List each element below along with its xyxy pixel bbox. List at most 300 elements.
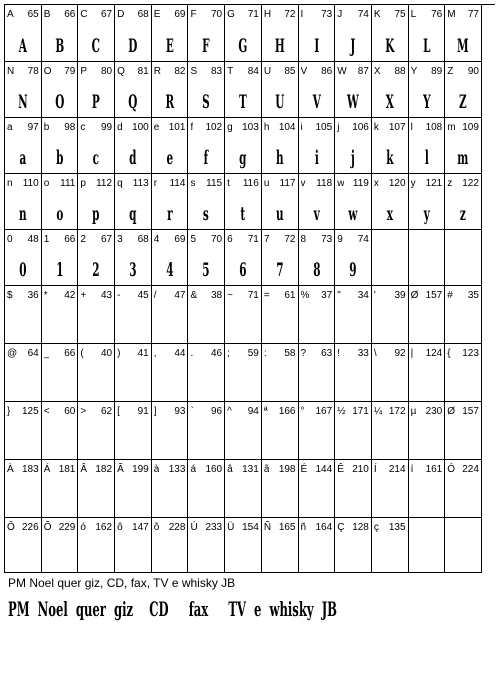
cell-glyph: b — [55, 147, 64, 169]
cell-character: c — [80, 122, 86, 133]
cell-code: 64 — [27, 348, 39, 359]
cell-header — [190, 463, 222, 477]
cell-character: + — [80, 290, 87, 301]
cell-glyph: j — [351, 147, 355, 169]
cell-code: 166 — [278, 406, 296, 417]
glyph-cell — [225, 118, 262, 174]
cell-glyph: c — [93, 147, 100, 169]
cell-character: í — [410, 464, 414, 475]
cell-character: \ — [373, 348, 377, 359]
cell-header — [7, 463, 39, 477]
cell-header — [301, 233, 333, 247]
cell-character: @ — [7, 348, 18, 359]
cell-character: H — [263, 9, 272, 20]
glyph-cell — [115, 286, 152, 344]
cell-character: S — [190, 66, 198, 77]
cell-header — [411, 8, 443, 22]
cell-glyph: d — [129, 147, 137, 169]
cell-header — [264, 289, 296, 303]
cell-code: 230 — [425, 406, 443, 417]
glyph-cell — [225, 5, 262, 62]
glyph-cell — [115, 518, 152, 573]
glyph-cell — [372, 344, 409, 402]
cell-character: 9 — [337, 234, 343, 245]
glyph-cell — [372, 230, 409, 286]
cell-glyph: m — [457, 147, 469, 169]
cell-code: 117 — [279, 178, 296, 189]
cell-glyph: S — [202, 91, 211, 113]
cell-header — [7, 233, 39, 247]
cell-header — [411, 233, 443, 247]
glyph-cell — [5, 174, 42, 230]
cell-code: 76 — [431, 9, 443, 20]
glyph-cell — [5, 460, 42, 518]
glyph-cell — [372, 518, 409, 573]
cell-code: 74 — [357, 234, 369, 245]
cell-glyph: k — [386, 147, 394, 169]
cell-character: Á — [43, 464, 51, 475]
cell-code: 109 — [462, 122, 479, 133]
cell-header — [117, 405, 149, 419]
cell-code: 116 — [242, 178, 259, 189]
cell-character: ) — [117, 348, 121, 359]
cell-character: = — [263, 290, 270, 301]
cell-header — [264, 8, 296, 22]
cell-header — [227, 8, 259, 22]
cell-code: 105 — [315, 122, 333, 133]
cell-code: 165 — [278, 522, 296, 533]
glyph-cell — [225, 344, 262, 402]
cell-code: 83 — [211, 66, 223, 77]
cell-header — [447, 463, 479, 477]
glyph-cell — [335, 62, 372, 118]
cell-header — [80, 233, 112, 247]
cell-character: µ — [410, 406, 417, 417]
cell-code: 39 — [394, 290, 406, 301]
glyph-cell — [372, 402, 409, 460]
cell-code: 106 — [352, 122, 369, 133]
cell-header — [227, 463, 259, 477]
cell-header — [337, 121, 369, 135]
cell-character: 0 — [7, 234, 13, 245]
cell-character: u — [263, 178, 270, 189]
glyph-cell — [152, 174, 189, 230]
cell-character: O — [43, 66, 52, 77]
cell-header — [411, 347, 443, 361]
cell-character: U — [263, 66, 272, 77]
cell-header — [80, 177, 112, 191]
cell-character: . — [190, 348, 194, 359]
glyph-cell — [152, 230, 189, 286]
cell-header — [80, 405, 112, 419]
glyph-cell — [299, 344, 336, 402]
cell-code: 73 — [321, 9, 333, 20]
cell-code: 228 — [168, 522, 186, 533]
cell-code: 107 — [388, 122, 406, 133]
cell-code: 33 — [357, 348, 369, 359]
cell-header — [447, 289, 479, 303]
cell-header — [190, 347, 222, 361]
glyph-cell — [445, 460, 482, 518]
cell-header — [337, 289, 369, 303]
cell-character: L — [410, 9, 417, 20]
glyph-cell — [299, 62, 336, 118]
cell-code: 40 — [100, 348, 113, 359]
glyph-cell — [262, 286, 299, 344]
cell-character: p — [80, 178, 86, 189]
glyph-cell — [42, 344, 79, 402]
glyph-cell — [299, 5, 336, 62]
glyph-cell — [5, 518, 42, 573]
cell-header — [190, 405, 222, 419]
cell-code: 167 — [315, 406, 333, 417]
cell-glyph: o — [56, 203, 64, 225]
glyph-cell — [445, 62, 482, 118]
cell-header — [337, 405, 369, 419]
cell-header — [154, 521, 186, 535]
cell-character: & — [190, 290, 198, 301]
cell-header — [374, 8, 406, 22]
character-map-grid — [4, 4, 495, 573]
cell-header — [411, 463, 443, 477]
glyph-cell — [188, 5, 225, 62]
cell-header — [447, 8, 479, 22]
cell-code: 210 — [352, 464, 369, 475]
cell-header — [264, 233, 296, 247]
cell-code: 124 — [425, 348, 443, 359]
cell-code: 37 — [321, 290, 333, 301]
cell-character: Ô — [7, 522, 15, 533]
cell-glyph: N — [18, 91, 28, 113]
cell-header — [227, 177, 259, 191]
cell-glyph: a — [19, 147, 27, 169]
cell-header — [227, 521, 259, 535]
cell-character: Õ — [43, 522, 52, 533]
cell-character: Ã — [117, 464, 124, 475]
cell-header — [190, 177, 222, 191]
cell-character: a — [7, 122, 13, 133]
cell-code: 103 — [242, 122, 259, 133]
cell-header — [264, 405, 296, 419]
cell-character: á — [190, 464, 196, 475]
cell-header — [117, 8, 149, 22]
cell-code: 38 — [211, 290, 223, 301]
glyph-cell — [409, 286, 446, 344]
cell-code: 102 — [205, 122, 223, 133]
cell-character: 4 — [153, 234, 160, 245]
cell-code: 199 — [132, 464, 149, 475]
glyph-cell — [335, 286, 372, 344]
cell-header — [44, 177, 76, 191]
glyph-cell — [335, 402, 372, 460]
cell-code: 160 — [205, 464, 223, 475]
cell-character: N — [7, 66, 15, 77]
cell-header — [190, 233, 222, 247]
grid-row — [5, 402, 495, 460]
cell-glyph: x — [386, 203, 393, 225]
cell-header — [190, 289, 222, 303]
glyph-cell — [42, 402, 79, 460]
glyph-cell — [78, 230, 115, 286]
cell-glyph: h — [275, 147, 284, 169]
cell-code: 133 — [168, 464, 186, 475]
glyph-cell — [372, 286, 409, 344]
glyph-cell — [225, 518, 262, 573]
cell-glyph: Y — [422, 91, 431, 113]
cell-header — [80, 121, 112, 135]
cell-character: l — [410, 122, 413, 133]
cell-character: w — [337, 178, 345, 189]
cell-character: ° — [300, 406, 305, 417]
cell-code: 121 — [425, 178, 443, 189]
cell-character: M — [447, 9, 456, 20]
cell-character: A — [7, 9, 14, 20]
glyph-cell — [42, 460, 79, 518]
cell-header — [264, 65, 296, 79]
glyph-cell — [115, 118, 152, 174]
cell-character: ¼ — [373, 406, 383, 417]
cell-character: P — [80, 66, 88, 77]
cell-code: 71 — [247, 9, 259, 20]
cell-glyph: 0 — [19, 259, 27, 281]
cell-code: 43 — [100, 290, 113, 301]
cell-glyph: q — [129, 203, 137, 225]
cell-code: 100 — [132, 122, 149, 133]
cell-character: Z — [447, 66, 454, 77]
cell-header — [411, 405, 443, 419]
cell-glyph: 2 — [92, 259, 100, 281]
cell-header — [227, 289, 259, 303]
glyph-cell — [262, 402, 299, 460]
glyph-cell — [299, 174, 336, 230]
glyph-cell — [262, 62, 299, 118]
cell-header — [7, 521, 39, 535]
cell-character: K — [373, 9, 381, 20]
cell-code: 125 — [22, 406, 39, 417]
cell-character: ; — [227, 348, 230, 359]
cell-code: 108 — [425, 122, 443, 133]
cell-character: n — [7, 178, 13, 189]
glyph-cell — [152, 118, 189, 174]
cell-header — [337, 347, 369, 361]
cell-code: 86 — [321, 66, 333, 77]
cell-code: 66 — [64, 234, 76, 245]
cell-character: Â — [80, 464, 88, 475]
cell-code: 118 — [316, 178, 333, 189]
cell-character: Q — [117, 66, 125, 77]
cell-glyph: H — [274, 35, 285, 57]
cell-code: 94 — [247, 406, 259, 417]
cell-character: * — [43, 290, 48, 301]
cell-character: ½ — [337, 406, 346, 417]
cell-header — [374, 289, 406, 303]
cell-character: Ø — [447, 406, 456, 417]
cell-code: 123 — [462, 348, 479, 359]
glyph-cell — [335, 5, 372, 62]
cell-code: 68 — [137, 234, 149, 245]
cell-character: : — [263, 348, 267, 359]
glyph-cell — [115, 62, 152, 118]
glyph-cell — [225, 460, 262, 518]
glyph-cell — [445, 230, 482, 286]
cell-header — [301, 405, 333, 419]
sample-text-rendered: PM Noel quer giz CD fax TV e whisky JB — [8, 597, 337, 621]
glyph-cell — [299, 230, 336, 286]
cell-glyph: r — [166, 203, 173, 225]
cell-glyph: f — [204, 147, 209, 169]
cell-header — [337, 177, 369, 191]
glyph-cell — [409, 62, 446, 118]
cell-character: J — [337, 9, 343, 20]
cell-header — [447, 121, 479, 135]
cell-glyph: 1 — [55, 259, 64, 281]
cell-header — [447, 65, 479, 79]
cell-glyph: 5 — [202, 259, 210, 281]
glyph-cell — [42, 174, 79, 230]
cell-code: 88 — [394, 66, 406, 77]
cell-code: 157 — [425, 290, 443, 301]
cell-header — [44, 121, 76, 135]
cell-header — [301, 521, 333, 535]
glyph-cell — [188, 62, 225, 118]
glyph-cell — [372, 460, 409, 518]
glyph-cell — [42, 5, 79, 62]
cell-code: 61 — [284, 290, 296, 301]
cell-code: 98 — [64, 122, 76, 133]
glyph-cell — [42, 286, 79, 344]
cell-code: 111 — [60, 178, 76, 189]
glyph-cell — [188, 402, 225, 460]
cell-header — [7, 121, 39, 135]
cell-code: 172 — [388, 406, 406, 417]
grid-row — [5, 286, 495, 344]
cell-character: ? — [300, 348, 307, 359]
cell-header — [337, 8, 369, 22]
cell-character: ` — [190, 406, 194, 417]
cell-glyph: g — [239, 147, 247, 169]
cell-header — [117, 65, 149, 79]
cell-header — [301, 463, 333, 477]
glyph-cell — [262, 344, 299, 402]
glyph-cell — [299, 460, 336, 518]
cell-code: 161 — [425, 464, 443, 475]
cell-code: 93 — [174, 406, 186, 417]
cell-character: É — [300, 464, 308, 475]
cell-code: 65 — [27, 9, 39, 20]
cell-character: o — [43, 178, 50, 189]
cell-code: 63 — [321, 348, 333, 359]
glyph-cell — [445, 518, 482, 573]
glyph-cell — [188, 286, 225, 344]
glyph-cell — [335, 230, 372, 286]
cell-character: > — [80, 406, 87, 417]
cell-header — [7, 405, 39, 419]
cell-character: b — [43, 122, 50, 133]
grid-row — [5, 62, 495, 118]
cell-header — [154, 347, 186, 361]
cell-code: 110 — [22, 178, 39, 189]
cell-code: 36 — [27, 290, 39, 301]
glyph-cell — [5, 5, 42, 62]
cell-character: V — [300, 66, 308, 77]
cell-header — [411, 121, 443, 135]
cell-header — [190, 65, 222, 79]
cell-header — [337, 233, 369, 247]
cell-code: 69 — [174, 234, 186, 245]
cell-character: Ê — [337, 464, 344, 475]
cell-header — [374, 121, 406, 135]
cell-header — [154, 121, 186, 135]
cell-header — [117, 233, 149, 247]
cell-code: 80 — [100, 66, 113, 77]
glyph-cell — [42, 518, 79, 573]
cell-code: 66 — [64, 9, 76, 20]
cell-glyph: u — [275, 203, 284, 225]
cell-header — [227, 233, 259, 247]
glyph-cell — [409, 174, 446, 230]
cell-glyph: E — [165, 35, 174, 57]
cell-header — [154, 177, 186, 191]
glyph-cell — [409, 5, 446, 62]
glyph-cell — [5, 344, 42, 402]
cell-header — [117, 289, 149, 303]
cell-character: # — [447, 290, 453, 301]
cell-glyph: D — [128, 35, 138, 57]
cell-character: â — [227, 464, 233, 475]
cell-character: " — [337, 290, 341, 301]
cell-glyph: 7 — [276, 259, 284, 281]
glyph-cell — [262, 5, 299, 62]
cell-character: Ú — [190, 522, 198, 533]
cell-character: v — [300, 178, 306, 189]
cell-code: 85 — [284, 66, 296, 77]
glyph-cell — [115, 174, 152, 230]
glyph-cell — [152, 344, 189, 402]
cell-glyph: K — [385, 35, 395, 57]
cell-code: 82 — [174, 66, 186, 77]
cell-code: 171 — [352, 406, 369, 417]
cell-header — [80, 463, 112, 477]
glyph-cell — [5, 402, 42, 460]
glyph-cell — [262, 174, 299, 230]
glyph-cell — [78, 286, 115, 344]
cell-header — [447, 405, 479, 419]
cell-character: C — [80, 9, 88, 20]
cell-header — [301, 347, 333, 361]
cell-header — [154, 405, 186, 419]
cell-character: ª — [263, 406, 268, 417]
cell-character: z — [447, 178, 453, 189]
cell-header — [411, 289, 443, 303]
glyph-cell — [152, 62, 189, 118]
cell-character: 8 — [300, 234, 307, 245]
cell-code: 112 — [96, 178, 113, 189]
glyph-cell — [445, 286, 482, 344]
cell-glyph: O — [54, 91, 65, 113]
cell-character: g — [227, 122, 233, 133]
glyph-cell — [115, 5, 152, 62]
cell-header — [7, 8, 39, 22]
cell-glyph: y — [423, 203, 430, 225]
glyph-cell — [372, 5, 409, 62]
glyph-cell — [42, 118, 79, 174]
cell-character: 1 — [43, 234, 50, 245]
cell-code: 233 — [205, 522, 223, 533]
cell-header — [117, 347, 149, 361]
glyph-cell — [445, 174, 482, 230]
cell-glyph: v — [313, 203, 320, 225]
cell-character: Ø — [410, 290, 419, 301]
